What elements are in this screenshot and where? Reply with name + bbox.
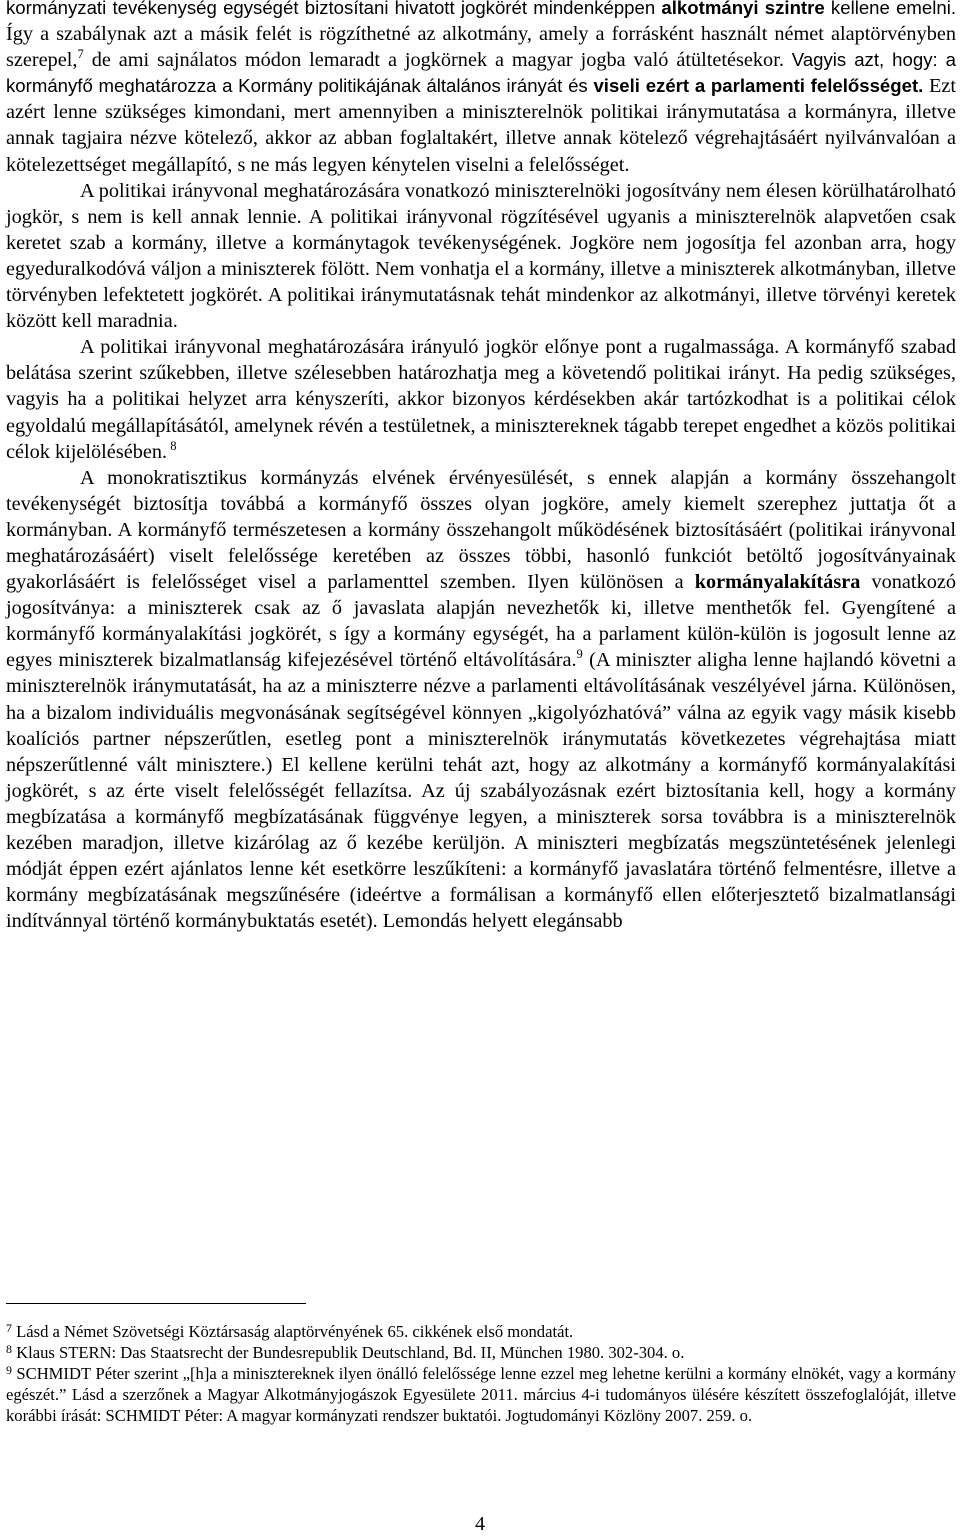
- emphasized-text: kormányalakításra: [694, 571, 861, 594]
- text-run: Ezt azért lenne szükséges kimondani, mert amennyiben a miniszterelnök politikai iránymutatása a kormányra, illetve annak tagjaira nézve kötelező, akkor az abban foglaltakért, illetve annak kötelező végrehajtásáért nyilvánvalóan a kötelezettséget megállapító, s ne más legyen kénytelen viselni a felelősséget.: [6, 75, 956, 176]
- footnote-number: 7: [6, 1321, 12, 1335]
- footnote-text: : Das Staatsrecht der Bundesrepublik Deutschland, Bd. II, München 1980. 302-304. o.: [111, 1343, 685, 1363]
- footnote-separator: [6, 1303, 306, 1304]
- footnote-text: Klaus S: [11, 1343, 69, 1363]
- text-run: vonatkozó jogosítványa: a miniszterek csak az ő javaslata alapján nevezhetők ki, illetve menthetők fel. Gyengítené a kormányfő kormányalakítási jogkörét, s így a kormány egységét, ha a parlament külön-külön is jogosult lenne az egyes miniszterek bizalmatlanság kifejezésével történő eltávolítására.: [6, 571, 956, 672]
- footnote-text: Péter szerint „[h]a a minisztereknek ilyen önálló felelőssége lenne ezzel meg lehetne kerülni a kormány elnökét, vagy a kormány egészét.” Lásd a szerzőnek a Magyar Alkotmányjogászok Egyesülete 2011. március 4-i tudományos ülésére készített összefoglalóját, illetve korábbi írását: S: [6, 1364, 956, 1426]
- body-text: [6, 0, 956, 934]
- footnote-text: Péter: A magyar kormányzati rendszer buktatói. Jogtudományi Közlöny 2007. 259. o.: [180, 1406, 753, 1426]
- footnote-reference: 9: [576, 647, 583, 662]
- emphasized-text: alkotmányi szintre: [661, 0, 825, 18]
- footnote: [6, 1363, 956, 1426]
- text-run: kormányzati tevékenység egységét biztosítani hivatott jogkörét mindenképpen: [6, 0, 662, 18]
- footnote-reference: 8: [167, 438, 177, 453]
- text-run: Így a szabálynak azt a másik felét is rögzíthetné az alkotmány, amely a forrásként használt német alaptörvényben szerepel,: [6, 23, 956, 72]
- text-run: A politikai irányvonal meghatározására vonatkozó miniszterelnöki jogosítvány nem élesen körülhatárolható jogkör, s nem is kell annak lennie. A politikai irányvonal rögzítésével ugyanis a miniszterelnök alapvetően csak keretet szab a kormány, illetve a kormánytagok tevékenységének. Jogköre nem jogosítja fel azonban arra, hogy egyeduralkodóvá váljon a miniszterek fölött. Nem vonhatja el a kormány, illetve a miniszterek alkotmányban, illetve törvényben lefektetett jogkörét. A politikai iránymutatásnak tehát mindenkor az alkotmányi, illetve törvényi keretek között kell maradnia.: [6, 179, 956, 333]
- footnotes: [6, 1321, 956, 1426]
- footnote: [6, 1342, 956, 1363]
- footnote-text: CHMIDT: [25, 1364, 92, 1384]
- footnote-text: Lásd a Német Szövetségi Köztársaság alaptörvényének 65. cikkének első mondatát.: [11, 1322, 574, 1341]
- footnote-text: S: [11, 1364, 26, 1384]
- footnote-text: TERN: [68, 1343, 112, 1363]
- text-run: kellene emelni.: [824, 0, 957, 18]
- paragraph: [6, 465, 956, 935]
- text-run: A monokratisztikus kormányzás elvének érvényesülését, s ennek alapján a kormány összehangolt tevékenységét biztosítja továbbá a kormányfő összes olyan jogköre, amely kiemelt szerephez juttatja őt a kormányban. A kormányfő természetesen a kormány összehangolt működésének biztosításáért (politikai irányvonal meghatározásáért) viselt felelőssége keretében az összes többi, hasonló funkciót betöltő jogosítványainak gyakorlásáért is felelősséget visel a parlamenttel szemben. Ilyen különösen a: [6, 466, 956, 594]
- footnote-reference: 7: [77, 47, 84, 62]
- footnote-number: 8: [6, 1342, 12, 1357]
- text-run: (A miniszter aligha lenne hajlandó követni a miniszterelnök iránymutatását, ha az a miniszterre nézve a parlamenti eltávolításának veszélyével járna. Különösen, ha a bizalom individuális megvonásának segítségével könnyen „kigolyózhatóvá” válna az egyik vagy másik kisebb koalíciós partner népszerűtlen, esetleg pont a miniszterelnök iránymutatás következetes végrehajtása miatt népszerűtlenné vált minisztere.) El kellene kerülni tehát azt, hogy az alkotmány a kormányfő kormányalakítási jogkörét, s az érte viselt felelősségét fellazítsa. Az új szabályozásnak ezért biztosítania kell, hogy a kormány megbízatása a kormányfő megbízatásának függvénye legyen, a miniszterek sorsa továbbra is a miniszterelnök kezében maradjon, illetve kizárólag az ő kezébe kerüljön. A miniszteri megbízatás megszüntetésének jelenlegi módját éppen ezért ajánlatos lenne két esetkörre leszűkíteni: a kormányfő javaslatára történő felmentésre, illetve a kormány megbízatásának megszűnésére (ideértve a formálisan a kormányfő ellen előterjesztető bizalmatlansági indítvánnyal történő kormánybuktatás esetét). Lemondás helyett elegánsabb: [6, 649, 956, 933]
- text-run: Vagyis azt, hogy: a kormányfő meghatározza a Kormány politikájának általános irányát és: [6, 49, 956, 97]
- footnote: [6, 1321, 956, 1342]
- footnote-text: CHMIDT: [114, 1406, 181, 1426]
- text-run: de ami sajnálatos módon lemaradt a jogkörnek a magyar jogba való átültetésekor.: [83, 49, 792, 72]
- paragraph: [6, 0, 956, 178]
- page-number: 4: [475, 1513, 485, 1535]
- paragraph: [6, 178, 956, 335]
- emphasized-text: viseli ezért a parlamenti felelősséget.: [593, 75, 924, 97]
- document-page: [6, 0, 957, 1426]
- paragraph: [6, 334, 956, 464]
- footnote-number: 9: [6, 1363, 12, 1378]
- text-run: A politikai irányvonal meghatározására irányuló jogkör előnye pont a rugalmassága. A kormányfő szabad belátása szerint szűkebben, illetve szélesebben határozhatja meg a követendő politikai irányt. Ha pedig szükséges, vagyis ha a politikai helyzet arra kényszeríti, akkor bizonyos kérdésekben akár tartózkodhat is a politikai célok egyoldalú megállapításától, amelynek révén a testületnek, a minisztereknek tágabb terepet engedhet a közös politikai célok kijelölésében.: [6, 336, 956, 463]
